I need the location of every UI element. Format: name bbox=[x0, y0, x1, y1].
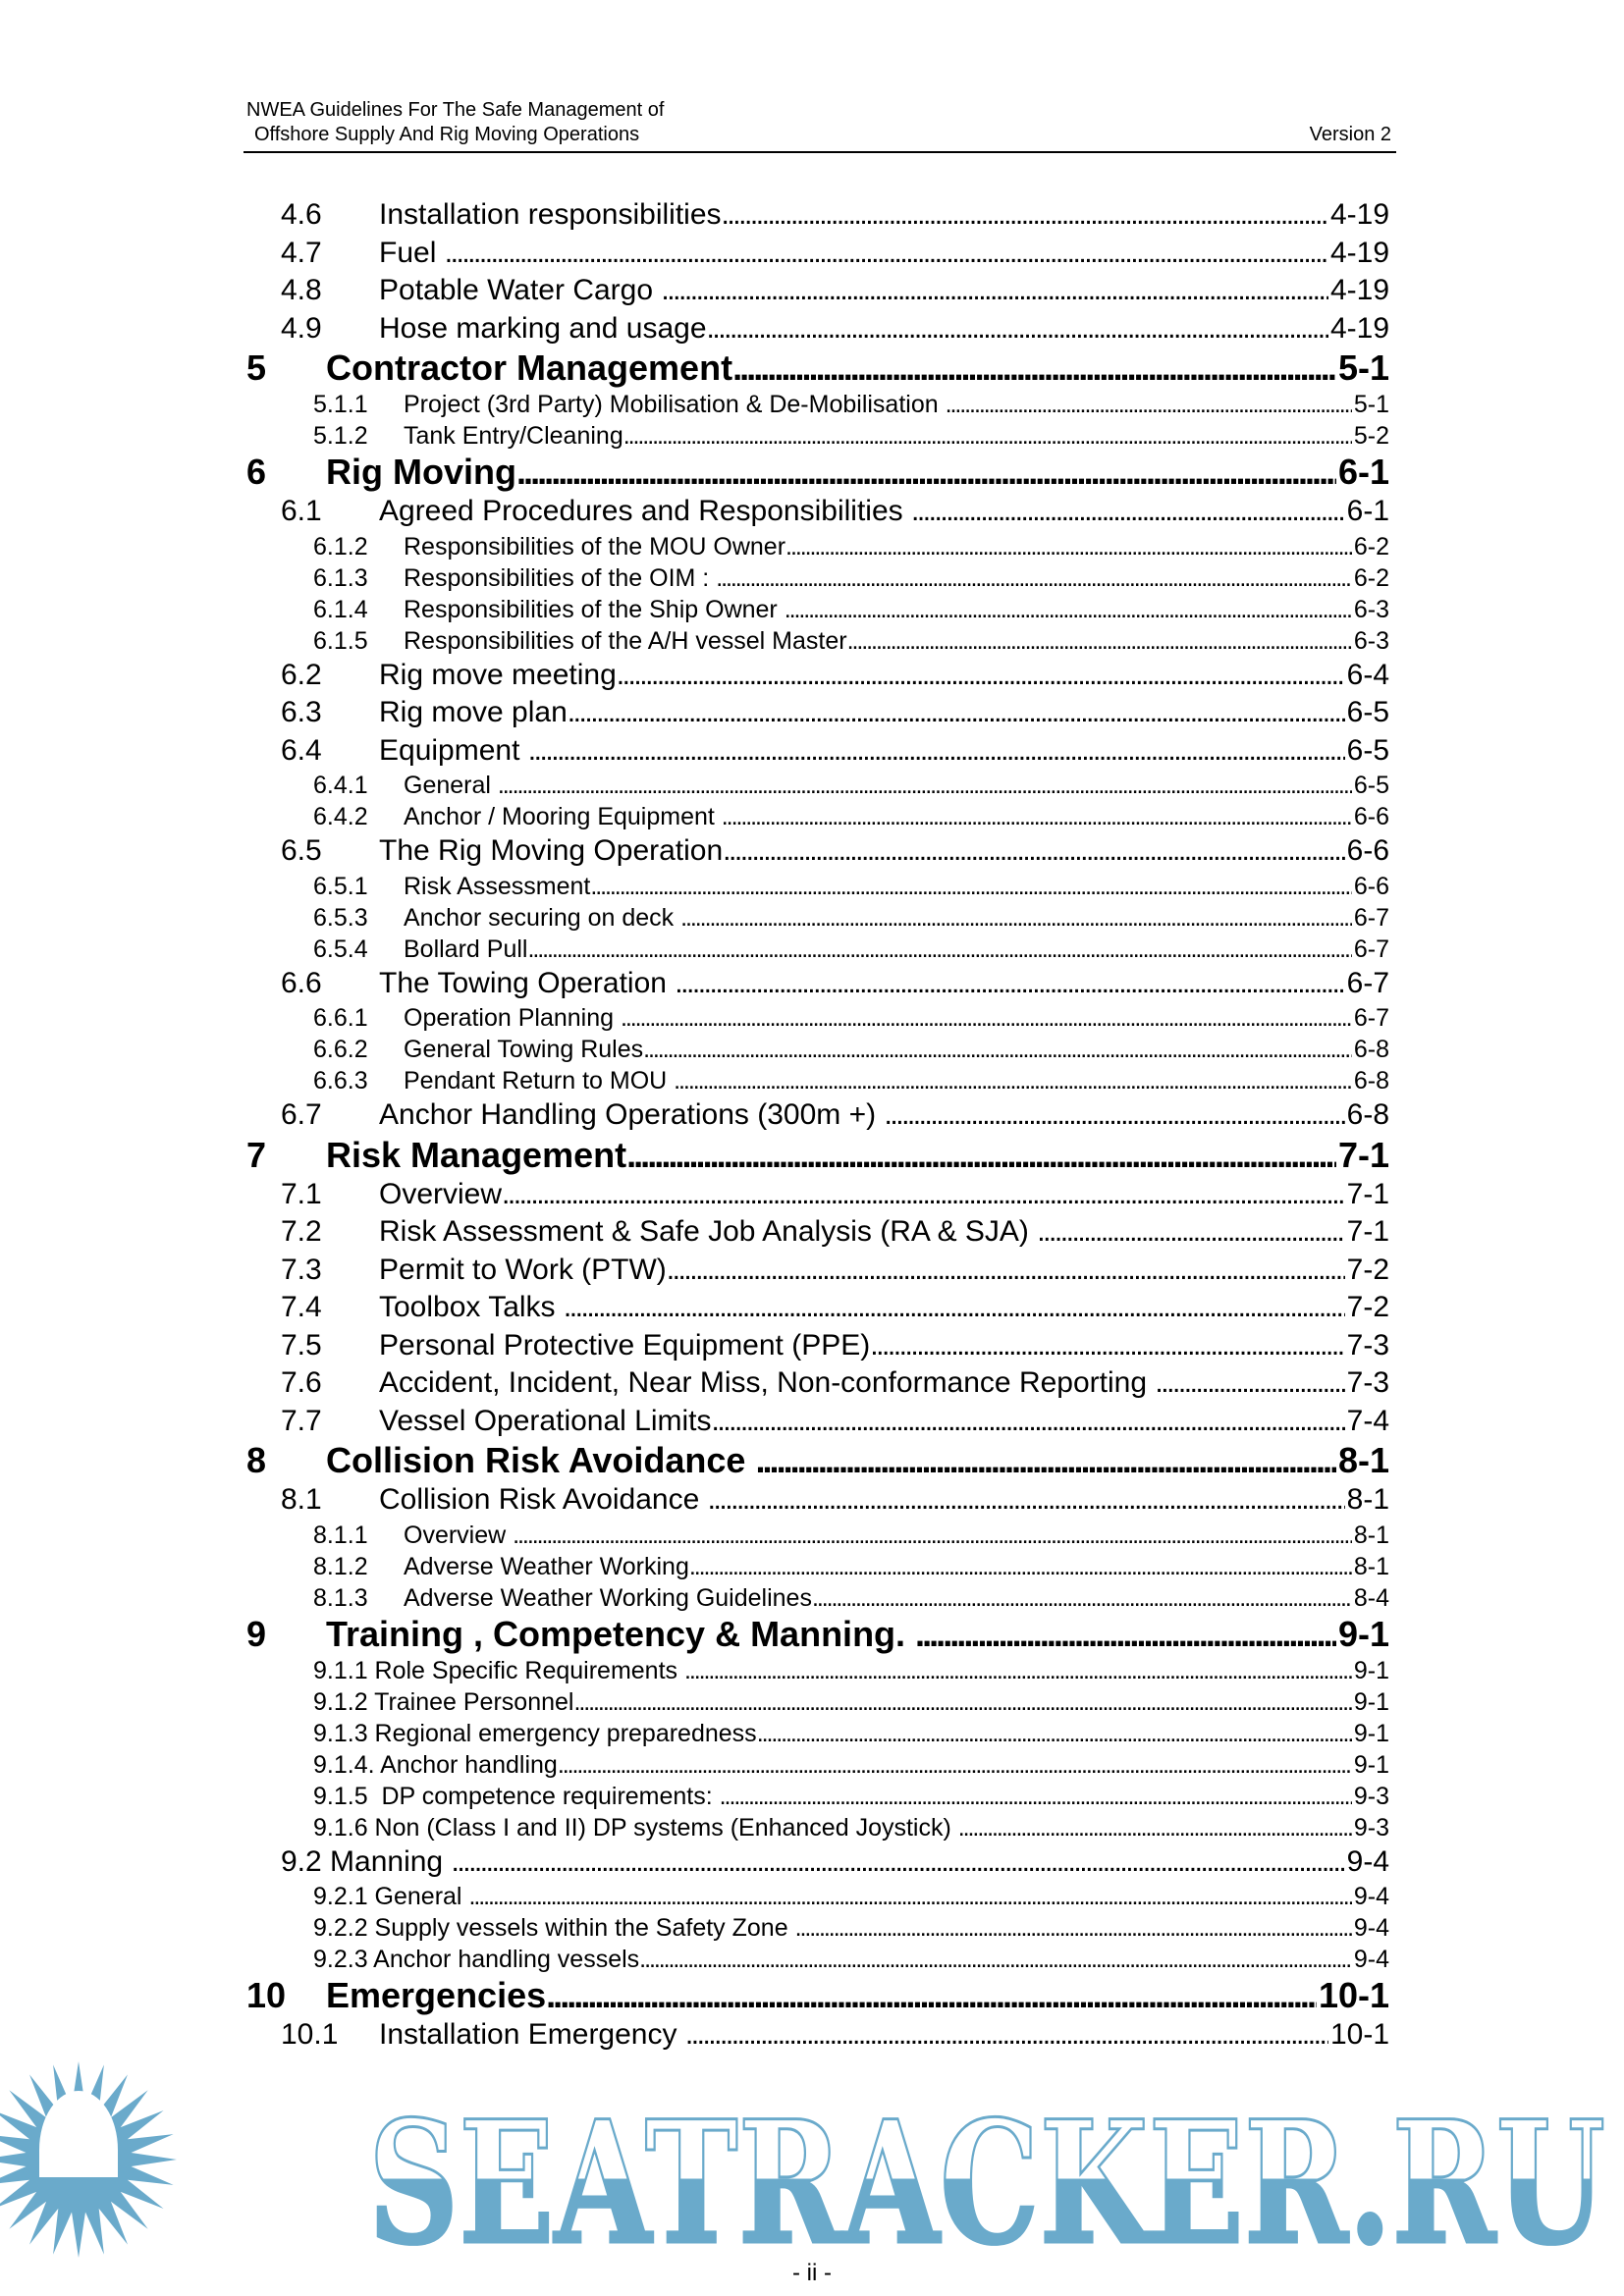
toc-entry-level2[interactable] bbox=[246, 196, 1389, 235]
dot-leader bbox=[884, 1096, 1344, 1135]
dot-leader bbox=[451, 1843, 1344, 1882]
dot-leader bbox=[498, 770, 1352, 801]
toc-entry-level1[interactable] bbox=[246, 1135, 1389, 1176]
sun-icon bbox=[0, 2061, 177, 2258]
toc-entry-number: 6.5.3 bbox=[313, 903, 368, 932]
toc-entry-page: 5-1 bbox=[1353, 391, 1389, 418]
toc-entry-level3[interactable] bbox=[246, 1002, 1389, 1034]
dot-leader bbox=[755, 1440, 1336, 1481]
toc-entry-number: 4.6 bbox=[281, 198, 322, 231]
toc-entry-number: 6.7 bbox=[281, 1098, 322, 1131]
toc-entry-title: 9.1.2 Trainee Personnel bbox=[313, 1687, 574, 1716]
toc-entry-page: 8-1 bbox=[1346, 1483, 1389, 1516]
toc-entry-page: 9-4 bbox=[1353, 1914, 1389, 1942]
toc-entry-number: 6.4.2 bbox=[313, 803, 368, 830]
toc-entry-number: 9 bbox=[246, 1613, 267, 1654]
toc-entry-page: 6-7 bbox=[1353, 1004, 1389, 1032]
toc-entry-number: 6.1.2 bbox=[313, 532, 368, 561]
toc-entry-page: 10-1 bbox=[1329, 2018, 1389, 2051]
toc-entry-number: 6.2 bbox=[281, 658, 322, 691]
toc-entry-level2[interactable] bbox=[246, 1364, 1389, 1403]
dot-leader bbox=[707, 310, 1328, 348]
toc-entry-page: 7-3 bbox=[1346, 1366, 1389, 1399]
toc-entry-title: 9.2.1 General bbox=[313, 1883, 469, 1910]
toc-entry-number: 6.5.1 bbox=[313, 872, 368, 900]
toc-entry-title: Risk Assessment bbox=[404, 872, 591, 900]
toc-entry-title: Potable Water Cargo bbox=[379, 274, 662, 306]
toc-entry-level2[interactable] bbox=[246, 732, 1389, 771]
toc-entry-number: 5 bbox=[246, 347, 267, 388]
toc-entry-level3[interactable] bbox=[246, 1655, 1389, 1686]
toc-entry-page: 4-19 bbox=[1329, 236, 1389, 269]
toc-entry-level3[interactable] bbox=[246, 1881, 1389, 1912]
toc-entry-level2[interactable] bbox=[246, 310, 1389, 348]
toc-entry-level2[interactable] bbox=[246, 1403, 1389, 1441]
toc-entry-page: 4-19 bbox=[1329, 274, 1389, 306]
toc-entry-title: Project (3rd Party) Mobilisation & De-Mobilisation bbox=[404, 391, 946, 418]
toc-entry-title: Toolbox Talks bbox=[379, 1291, 564, 1323]
toc-entry-title: Contractor Management bbox=[326, 347, 733, 388]
toc-entry-page: 9-1 bbox=[1353, 1656, 1389, 1684]
toc-entry-title: Responsibilities of the A/H vessel Master bbox=[404, 626, 847, 655]
toc-entry-page: 7-2 bbox=[1346, 1253, 1389, 1286]
toc-entry-level3[interactable] bbox=[246, 1718, 1389, 1749]
toc-entry-page: 6-6 bbox=[1346, 834, 1389, 867]
toc-entry-level1[interactable] bbox=[246, 1440, 1389, 1481]
dot-leader bbox=[812, 1582, 1352, 1614]
dot-leader bbox=[684, 1655, 1352, 1686]
toc-entry-number: 6.1.3 bbox=[313, 563, 368, 592]
dot-leader bbox=[946, 389, 1352, 420]
toc-entry-title: The Towing Operation bbox=[379, 966, 676, 999]
toc-entry-level3[interactable] bbox=[246, 389, 1389, 420]
toc-entry-level1[interactable] bbox=[246, 452, 1389, 493]
toc-entry-page: 9-4 bbox=[1353, 1946, 1389, 1973]
toc-entry-title: 9.1.6 Non (Class I and II) DP systems (Enhanced Joystick) bbox=[313, 1813, 958, 1842]
toc-entry-number: 6.1.4 bbox=[313, 595, 368, 623]
toc-entry-page: 9-3 bbox=[1353, 1813, 1389, 1842]
dot-leader bbox=[674, 1065, 1352, 1096]
toc-entry-number: 6.6.2 bbox=[313, 1036, 368, 1063]
dot-leader bbox=[712, 1403, 1345, 1441]
toc-entry-title: 9.2.3 Anchor handling vessels bbox=[313, 1946, 640, 1973]
toc-entry-title: Anchor / Mooring Equipment bbox=[404, 803, 722, 830]
toc-entry-level3[interactable] bbox=[246, 1520, 1389, 1551]
dot-leader bbox=[639, 1944, 1352, 1975]
toc-entry-title: General bbox=[404, 772, 498, 799]
toc-entry-title: Responsibilities of the MOU Owner bbox=[404, 532, 786, 561]
toc-entry-level3[interactable] bbox=[246, 770, 1389, 801]
toc-entry-level3[interactable] bbox=[246, 1812, 1389, 1843]
toc-entry-title: Installation Emergency bbox=[379, 2018, 685, 2051]
toc-entry-number: 6.3 bbox=[281, 696, 322, 728]
dot-leader bbox=[732, 347, 1336, 389]
toc-entry-page: 7-1 bbox=[1346, 1215, 1389, 1248]
dot-leader bbox=[911, 493, 1345, 531]
toc-entry-number: 6.4 bbox=[281, 733, 322, 767]
toc-entry-number: 6.1.5 bbox=[313, 626, 368, 655]
toc-entry-number: 6 bbox=[246, 452, 267, 492]
toc-entry-title: Permit to Work (PTW) bbox=[379, 1253, 667, 1286]
dot-leader bbox=[716, 562, 1352, 594]
dot-leader bbox=[708, 1481, 1345, 1520]
toc-entry-number: 8 bbox=[246, 1440, 267, 1480]
toc-entry-level2[interactable] bbox=[246, 1289, 1389, 1327]
toc-entry-title: 9.1.3 Regional emergency preparedness bbox=[313, 1719, 757, 1747]
toc-entry-number: 5.1.2 bbox=[313, 422, 368, 450]
dot-leader bbox=[623, 420, 1352, 452]
toc-entry-number: 7.4 bbox=[281, 1291, 322, 1323]
toc-entry-number: 4.7 bbox=[281, 236, 322, 269]
toc-entry-title: Rig move plan bbox=[379, 696, 568, 728]
toc-entry-page: 8-1 bbox=[1353, 1521, 1389, 1549]
toc-entry-level3[interactable] bbox=[246, 1912, 1389, 1944]
toc-entry-level3[interactable] bbox=[246, 1781, 1389, 1812]
toc-entry-page: 6-5 bbox=[1346, 696, 1389, 728]
dot-leader bbox=[915, 1614, 1336, 1655]
toc-entry-number: 5.1.1 bbox=[313, 391, 368, 418]
toc-entry-title: Risk Management bbox=[326, 1134, 627, 1175]
dot-leader bbox=[785, 594, 1352, 625]
toc-entry-page: 9-1 bbox=[1353, 1750, 1389, 1779]
toc-entry-level3[interactable] bbox=[246, 871, 1389, 902]
toc-entry-level3[interactable] bbox=[246, 531, 1389, 562]
toc-entry-number: 6.6.1 bbox=[313, 1004, 368, 1032]
toc-entry-page: 8-4 bbox=[1353, 1583, 1389, 1612]
dot-leader bbox=[502, 1176, 1345, 1214]
dot-leader bbox=[558, 1749, 1352, 1781]
toc-entry-title: Collision Risk Avoidance bbox=[326, 1440, 756, 1480]
toc-entry-number: 7.6 bbox=[281, 1366, 322, 1399]
toc-entry-number: 6.5.4 bbox=[313, 934, 368, 963]
dot-leader bbox=[573, 1686, 1351, 1718]
toc-entry-title: Pendant Return to MOU bbox=[404, 1067, 675, 1095]
toc-entry-level3[interactable] bbox=[246, 1065, 1389, 1096]
dot-leader bbox=[626, 1135, 1336, 1176]
dot-leader bbox=[1155, 1364, 1344, 1403]
dot-leader bbox=[513, 1520, 1352, 1551]
toc-entry-page: 6-8 bbox=[1353, 1036, 1389, 1063]
toc-entry-title: Personal Protective Equipment (PPE) bbox=[379, 1328, 871, 1362]
toc-entry-title: Installation responsibilities bbox=[379, 198, 722, 231]
toc-entry-level2[interactable] bbox=[246, 1096, 1389, 1135]
toc-entry-level1[interactable] bbox=[246, 347, 1389, 389]
toc-entry-level3[interactable] bbox=[246, 902, 1389, 934]
toc-entry-number: 8.1.3 bbox=[313, 1583, 368, 1612]
toc-entry-title: Fuel bbox=[379, 236, 445, 269]
toc-entry-level3[interactable] bbox=[246, 934, 1389, 965]
toc-entry-page: 4-19 bbox=[1329, 311, 1389, 345]
dot-leader bbox=[445, 235, 1328, 273]
header-version: Version 2 bbox=[1309, 124, 1391, 145]
toc-entry-page: 6-7 bbox=[1353, 934, 1389, 963]
toc-entry-number: 7.7 bbox=[281, 1404, 322, 1437]
toc-entry-page: 4-19 bbox=[1329, 198, 1389, 231]
toc-entry-title: Responsibilities of the Ship Owner bbox=[404, 595, 785, 623]
header-title-line1: NWEA Guidelines For The Safe Management of bbox=[246, 99, 665, 121]
toc-entry-number: 8.1.1 bbox=[313, 1521, 368, 1549]
toc-entry-page: 8-1 bbox=[1337, 1440, 1389, 1480]
toc-entry-page: 6-3 bbox=[1353, 626, 1389, 655]
toc-entry-title: 9.2.2 Supply vessels within the Safety Zone bbox=[313, 1914, 795, 1942]
toc-entry-title: Vessel Operational Limits bbox=[379, 1404, 712, 1437]
toc-entry-page: 9-1 bbox=[1337, 1613, 1389, 1654]
toc-entry-page: 6-1 bbox=[1337, 452, 1389, 492]
toc-entry-title: Rig move meeting bbox=[379, 658, 617, 691]
toc-entry-number: 10.1 bbox=[281, 2018, 339, 2051]
toc-entry-level2[interactable] bbox=[246, 1327, 1389, 1365]
dot-leader bbox=[958, 1812, 1352, 1843]
table-of-contents bbox=[246, 196, 1389, 2055]
toc-entry-page: 6-7 bbox=[1346, 966, 1389, 999]
toc-entry-number: 6.6.3 bbox=[313, 1067, 368, 1095]
dot-leader bbox=[564, 1289, 1345, 1327]
running-header bbox=[246, 98, 1395, 147]
toc-entry-page: 8-1 bbox=[1353, 1552, 1389, 1580]
toc-entry-level2[interactable] bbox=[246, 235, 1389, 273]
toc-entry-title: Equipment bbox=[379, 733, 528, 767]
toc-entry-level2[interactable] bbox=[246, 694, 1389, 732]
toc-entry-page: 6-5 bbox=[1353, 772, 1389, 799]
toc-entry-number: 7.3 bbox=[281, 1253, 322, 1286]
toc-entry-title: Tank Entry/Cleaning bbox=[404, 422, 623, 450]
toc-entry-title: 9.2 Manning bbox=[281, 1844, 452, 1878]
dot-leader bbox=[643, 1034, 1352, 1065]
toc-entry-level1[interactable] bbox=[246, 1614, 1389, 1655]
toc-entry-level2[interactable] bbox=[246, 272, 1389, 310]
toc-entry-title: Accident, Incident, Near Miss, Non-conformance Reporting bbox=[379, 1366, 1156, 1399]
toc-entry-page: 9-4 bbox=[1353, 1883, 1389, 1910]
toc-entry-page: 6-8 bbox=[1353, 1067, 1389, 1095]
toc-entry-number: 6.6 bbox=[281, 966, 322, 999]
dot-leader bbox=[546, 1975, 1317, 2016]
toc-entry-page: 7-1 bbox=[1346, 1177, 1389, 1210]
dot-leader bbox=[568, 694, 1345, 732]
toc-entry-level2[interactable] bbox=[246, 657, 1389, 695]
toc-entry-number: 6.1 bbox=[281, 495, 322, 527]
toc-entry-level2[interactable] bbox=[246, 1481, 1389, 1520]
page-number: - ii - bbox=[792, 2260, 832, 2286]
toc-entry-title: Risk Assessment & Safe Job Analysis (RA & SJA) bbox=[379, 1215, 1038, 1248]
toc-entry-page: 10-1 bbox=[1318, 1975, 1389, 2015]
toc-entry-level3[interactable] bbox=[246, 594, 1389, 625]
toc-entry-page: 9-3 bbox=[1353, 1782, 1389, 1810]
toc-entry-title: Adverse Weather Working bbox=[404, 1552, 689, 1580]
toc-entry-number: 7.2 bbox=[281, 1215, 322, 1248]
dot-leader bbox=[468, 1881, 1351, 1912]
dot-leader bbox=[617, 657, 1345, 695]
toc-entry-title: Hose marking and usage bbox=[379, 311, 707, 345]
dot-leader bbox=[685, 2016, 1328, 2055]
toc-entry-title: Training , Competency & Manning. bbox=[326, 1613, 916, 1654]
toc-entry-level2[interactable] bbox=[246, 1252, 1389, 1290]
dot-leader bbox=[689, 1551, 1352, 1582]
dot-leader bbox=[722, 801, 1352, 832]
dot-leader bbox=[757, 1718, 1352, 1749]
toc-entry-level2[interactable] bbox=[246, 493, 1389, 531]
dot-leader bbox=[722, 196, 1328, 235]
dot-leader bbox=[590, 871, 1352, 902]
toc-entry-page: 7-3 bbox=[1346, 1328, 1389, 1362]
toc-entry-level3[interactable] bbox=[246, 562, 1389, 594]
toc-entry-level3[interactable] bbox=[246, 801, 1389, 832]
toc-entry-number: 4.9 bbox=[281, 311, 322, 345]
toc-entry-level3[interactable] bbox=[246, 1582, 1389, 1614]
toc-entry-title: Operation Planning bbox=[404, 1004, 621, 1032]
toc-entry-number: 4.8 bbox=[281, 274, 322, 306]
toc-entry-title: Anchor Handling Operations (300m +) bbox=[379, 1098, 885, 1131]
toc-entry-title: Agreed Procedures and Responsibilities bbox=[379, 495, 911, 527]
toc-entry-number: 7.5 bbox=[281, 1328, 322, 1362]
toc-entry-level1[interactable] bbox=[246, 1975, 1389, 2016]
toc-entry-title: Collision Risk Avoidance bbox=[379, 1483, 708, 1516]
dot-leader bbox=[680, 902, 1352, 934]
dot-leader bbox=[667, 1252, 1345, 1290]
toc-entry-number: 7.1 bbox=[281, 1177, 322, 1210]
dot-leader bbox=[528, 732, 1345, 771]
toc-entry-title: 9.1.5 DP competence requirements: bbox=[313, 1782, 720, 1810]
toc-entry-title: Responsibilities of the OIM : bbox=[404, 563, 717, 592]
toc-entry-level3[interactable] bbox=[246, 1551, 1389, 1582]
header-rule bbox=[244, 151, 1396, 153]
toc-entry-number: 8.1.2 bbox=[313, 1552, 368, 1580]
toc-entry-level2[interactable] bbox=[246, 1176, 1389, 1214]
toc-entry-page: 6-8 bbox=[1346, 1098, 1389, 1131]
toc-entry-page: 5-2 bbox=[1353, 422, 1389, 450]
toc-entry-page: 7-1 bbox=[1337, 1134, 1389, 1175]
toc-entry-page: 6-6 bbox=[1353, 872, 1389, 900]
toc-entry-number: 7 bbox=[246, 1134, 267, 1175]
dot-leader bbox=[723, 832, 1344, 871]
header-title-line2: Offshore Supply And Rig Moving Operations bbox=[254, 124, 640, 145]
toc-entry-title: The Rig Moving Operation bbox=[379, 834, 724, 867]
toc-entry-page: 7-2 bbox=[1346, 1291, 1389, 1323]
toc-entry-page: 6-1 bbox=[1346, 495, 1389, 527]
toc-entry-title: Anchor securing on deck bbox=[404, 903, 681, 932]
dot-leader bbox=[795, 1912, 1352, 1944]
dot-leader bbox=[785, 531, 1352, 562]
dot-leader bbox=[661, 272, 1328, 310]
dot-leader bbox=[847, 625, 1352, 657]
toc-entry-title: 9.1.4. Anchor handling bbox=[313, 1750, 558, 1779]
toc-entry-title: Overview bbox=[379, 1177, 503, 1210]
dot-leader bbox=[516, 452, 1336, 493]
toc-entry-level2[interactable] bbox=[246, 965, 1389, 1003]
toc-entry-page: 6-3 bbox=[1353, 595, 1389, 623]
toc-entry-level2[interactable] bbox=[246, 2016, 1389, 2055]
toc-entry-page: 9-1 bbox=[1353, 1687, 1389, 1716]
toc-entry-title: Overview bbox=[404, 1521, 514, 1549]
toc-entry-title: Adverse Weather Working Guidelines bbox=[404, 1583, 812, 1612]
seatracker-watermark-logo bbox=[0, 2057, 1624, 2259]
toc-entry-level3[interactable] bbox=[246, 1686, 1389, 1718]
toc-entry-page: 9-4 bbox=[1346, 1844, 1389, 1878]
toc-entry-title: General Towing Rules bbox=[404, 1036, 644, 1063]
toc-entry-page: 6-5 bbox=[1346, 733, 1389, 767]
toc-entry-level3[interactable] bbox=[246, 420, 1389, 452]
toc-entry-level2[interactable] bbox=[246, 1843, 1389, 1882]
dot-leader bbox=[720, 1781, 1352, 1812]
toc-entry-page: 5-1 bbox=[1337, 347, 1389, 388]
toc-entry-page: 6-2 bbox=[1353, 532, 1389, 561]
toc-entry-page: 7-4 bbox=[1346, 1404, 1389, 1437]
toc-entry-number: 8.1 bbox=[281, 1483, 322, 1516]
toc-entry-number: 6.4.1 bbox=[313, 772, 368, 799]
dot-leader bbox=[1037, 1213, 1344, 1252]
toc-entry-page: 9-1 bbox=[1353, 1719, 1389, 1747]
toc-entry-page: 6-2 bbox=[1353, 563, 1389, 592]
toc-entry-title: Bollard Pull bbox=[404, 934, 528, 963]
toc-entry-level3[interactable] bbox=[246, 1034, 1389, 1065]
dot-leader bbox=[870, 1327, 1344, 1365]
toc-entry-number: 6.5 bbox=[281, 834, 322, 867]
toc-entry-page: 6-6 bbox=[1353, 803, 1389, 830]
toc-entry-title: Emergencies bbox=[326, 1975, 547, 2015]
toc-entry-level3[interactable] bbox=[246, 625, 1389, 657]
toc-entry-level2[interactable] bbox=[246, 1213, 1389, 1252]
toc-entry-level3[interactable] bbox=[246, 1749, 1389, 1781]
toc-entry-page: 6-7 bbox=[1353, 903, 1389, 932]
dot-leader bbox=[675, 965, 1344, 1003]
dot-leader bbox=[527, 934, 1351, 965]
toc-entry-level2[interactable] bbox=[246, 832, 1389, 871]
toc-entry-title: Rig Moving bbox=[326, 452, 516, 492]
toc-entry-number: 10 bbox=[246, 1975, 287, 2015]
watermark-text: SEATRACKER.RU bbox=[368, 2083, 1605, 2259]
dot-leader bbox=[621, 1002, 1352, 1034]
toc-entry-page: 6-4 bbox=[1346, 658, 1389, 691]
toc-entry-title: 9.1.1 Role Specific Requirements bbox=[313, 1656, 684, 1684]
toc-entry-level3[interactable] bbox=[246, 1944, 1389, 1975]
